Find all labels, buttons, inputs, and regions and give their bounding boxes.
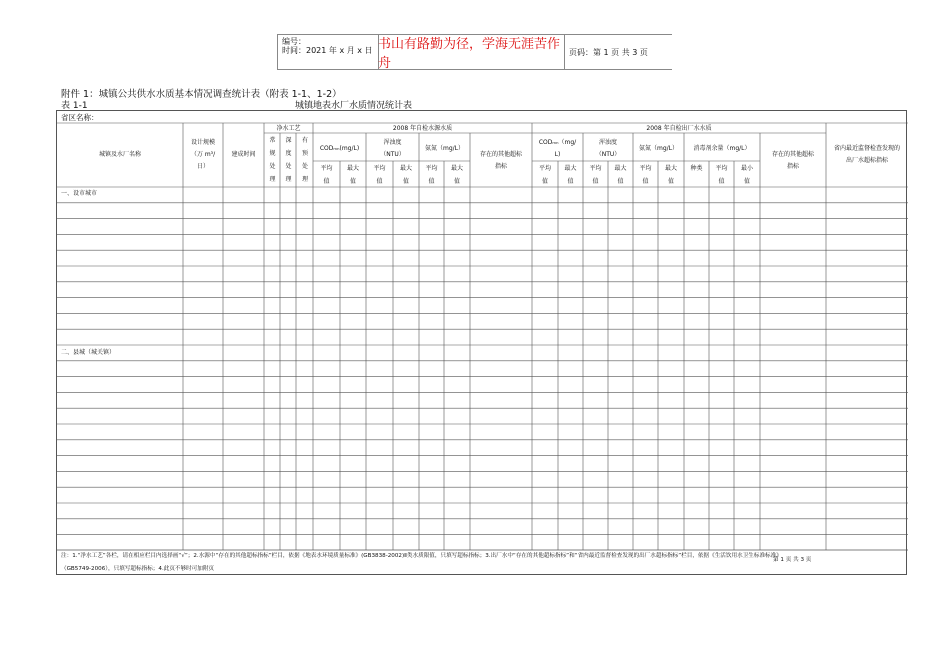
raw-ammonia-header: 氨氮（mg/L） (424, 145, 465, 152)
process-conventional-1: 常 (269, 137, 276, 144)
process-advanced-1: 深 (285, 137, 292, 144)
out-cod-max-1: 最大 (564, 165, 577, 172)
process-advanced-3: 处 (285, 163, 292, 170)
col-name-header: 城镇及水厂名称 (98, 151, 141, 158)
outlet-water-group-header: 2008 年自检出厂水水质 (646, 125, 712, 132)
out-turb-avg-1: 平均 (589, 165, 602, 172)
out-turbidity-header-1: 浑浊度 (598, 139, 617, 146)
raw-nh3-max-2: 值 (453, 178, 460, 185)
out-cod-header-1: CODₘₙ（mg/ (538, 139, 577, 146)
process-pre-4: 理 (301, 176, 308, 183)
provincial-header-2: 出厂水超标指标 (845, 157, 888, 164)
col-capacity-1: 设计规模 (190, 139, 215, 146)
raw-cod-max-2: 值 (349, 178, 356, 185)
note-line-1: 注：1.“净水工艺”各栏，请在相应栏目内选择画“√”；2.水源中“存在的其他超标指标”栏目，依据《地表水环境质量标准》(GB3838-2002)Ⅱ类水质限值，只填写超标指标；3.出厂水中“存在的其他超标指标”和“省内最近监督检查发现的出厂水超标指标”栏目，依据《生活饮用水卫生标准标准》 (61, 553, 782, 559)
provincial-header-1: 省内最近监督检查发现的 (833, 145, 900, 152)
out-cod-header-2: L) (554, 151, 561, 158)
document-header (277, 34, 672, 70)
time-label: 时间：2021 年 x 月 x 日 (282, 46, 373, 55)
raw-other-header-2: 指标 (494, 163, 507, 170)
out-disinfect-kind: 种类 (690, 165, 703, 172)
out-other-header-2: 指标 (786, 163, 799, 170)
table-number: 表 1-1 (61, 101, 88, 111)
process-conventional-4: 理 (269, 176, 276, 183)
out-other-header-1: 存在的其他超标 (771, 151, 814, 158)
raw-water-group-header: 2008 年自检水源水质 (392, 125, 453, 132)
process-advanced-2: 度 (285, 150, 292, 157)
process-conventional-2: 规 (269, 150, 276, 157)
statistics-table (56, 110, 907, 575)
col-built-header: 建成时间 (231, 151, 256, 158)
col-capacity-2: （万 m³/ (190, 151, 216, 158)
number-label: 编号： (282, 37, 306, 46)
raw-turbidity-header-2: （NTU） (380, 151, 405, 158)
raw-turb-max-1: 最大 (399, 165, 412, 172)
raw-cod-avg-1: 平均 (320, 165, 333, 172)
out-cod-avg-1: 平均 (538, 165, 551, 172)
section-counties: 二、县城（城关镇） (61, 349, 116, 356)
raw-turb-avg-1: 平均 (373, 165, 386, 172)
process-pre-3: 处 (301, 163, 308, 170)
raw-turb-avg-2: 值 (376, 178, 383, 185)
page-info: 页码：第 1 页 共 3 页 (569, 47, 648, 57)
process-conventional-3: 处 (269, 163, 276, 170)
motto: 书山有路勤为径，学海无涯苦作舟 (378, 35, 565, 69)
raw-cod-avg-2: 值 (323, 178, 330, 185)
note-line-2: （GB5749-2006），只填写超标指标；4.此页不够时可加附页 (61, 566, 215, 572)
out-disinfect-avg-2: 值 (718, 178, 725, 185)
out-disinfect-avg-1: 平均 (715, 165, 728, 172)
out-ammonia-header: 氨氮（mg/L） (638, 145, 679, 152)
out-turb-max-2: 值 (617, 178, 624, 185)
attachment-title: 附件 1：城镇公共供水水质基本情况调查统计表（附表 1-1、1-2） (61, 89, 342, 100)
out-cod-max-2: 值 (567, 178, 574, 185)
col-capacity-3: 日） (196, 163, 209, 170)
raw-turb-max-2: 值 (402, 178, 409, 185)
out-nh3-avg-1: 平均 (639, 165, 652, 172)
table-title: 城镇地表水厂水质情况统计表 (295, 101, 413, 111)
raw-cod-header: CODₘₙ(mg/L) (319, 145, 360, 152)
number-time-cell (277, 35, 379, 69)
process-advanced-4: 理 (285, 176, 292, 183)
page-overlay: 第 1 页 共 3 页 (773, 557, 812, 563)
out-turb-avg-2: 值 (592, 178, 599, 185)
raw-cod-max-1: 最大 (346, 165, 359, 172)
section-cities: 一、设市城市 (61, 190, 98, 197)
raw-nh3-avg-1: 平均 (425, 165, 438, 172)
out-nh3-avg-2: 值 (642, 178, 649, 185)
out-disinfect-min-1: 最小 (740, 165, 753, 172)
process-pre-2: 预 (301, 150, 308, 157)
process-pre-1: 有 (301, 137, 308, 144)
out-cod-avg-2: 值 (541, 178, 548, 185)
out-disinfect-min-2: 值 (743, 178, 750, 185)
out-turbidity-header-2: （NTU） (595, 151, 621, 158)
out-disinfectant-header: 消毒剂余量（mg/L） (693, 145, 751, 152)
province-label: 省区名称： (61, 113, 99, 122)
raw-nh3-avg-2: 值 (428, 178, 435, 185)
table-grid (57, 111, 908, 576)
raw-nh3-max-1: 最大 (450, 165, 463, 172)
out-turb-max-1: 最大 (614, 165, 627, 172)
out-nh3-max-1: 最大 (664, 165, 677, 172)
raw-turbidity-header-1: 浑浊度 (383, 139, 402, 146)
raw-other-header-1: 存在的其他超标 (479, 151, 522, 158)
col-process-header: 净水工艺 (276, 125, 301, 132)
out-nh3-max-2: 值 (667, 178, 674, 185)
